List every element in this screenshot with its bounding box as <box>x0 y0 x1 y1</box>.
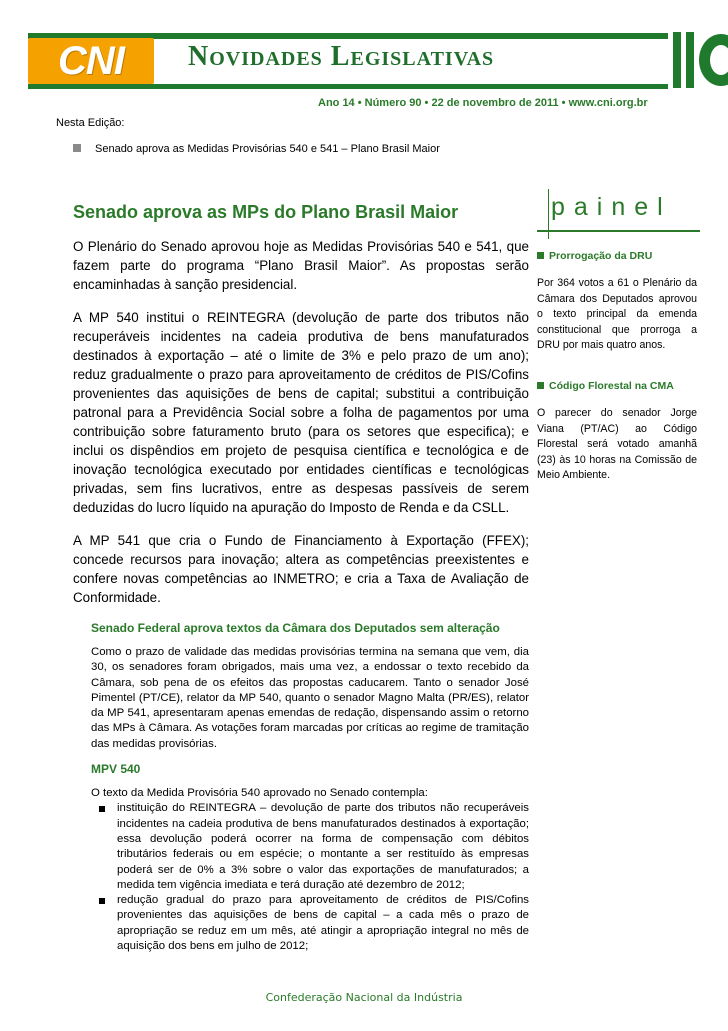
list-item-text: instituição do REINTEGRA – devolução de parte dos tributos não recuperáveis incidentes na cadeia produtiva de bens manufaturados destinados à exportação; essa devolução poderá ocorrer na forma de compensação com débitos tributários federais ou em espécie; o montante a ser restituído às empresas poderá ser de 0% a 3% sobre o valor das exportações de manufaturados; a medida tem vigência imediata e terá duração até dezembro de 2012; <box>117 802 529 891</box>
square-bullet-icon <box>99 898 105 904</box>
section-text: Como o prazo de validade das medidas provisórias termina na semana que vem, dia 30, os senadores foram obrigados, mais uma vez, a endossar o texto recebido da Câmara, sob pena de os efeitos das propostas caducarem. Tanto o senador José Pimentel (PT/CE), relator da MP 540, quanto o senador Magno Malta (PR/ES), relator da MP 541, apresentaram apenas emendas de redação, dispensando assim o retorno das MPs à Câmara. As votações foram marcadas por críticas ao regime de tramitação das medidas provisórias. <box>91 646 529 750</box>
article-paragraph: A MP 541 que cria o Fundo de Financiamento à Exportação (FFEX); concede recursos para inovação; altera as competências preexistentes e confere novas competências ao INMETRO; e cria a Taxa de Avaliação de Conformidade. <box>73 533 529 605</box>
panel-rule <box>537 230 700 232</box>
panel-divider <box>548 189 549 239</box>
panel-item-text: Por 364 votos a 61 o Plenário da Câmara dos Deputados aprovou o texto principal da emenda constitucional que prorroga a DRU por mais quatro anos. <box>537 277 697 352</box>
article-title: Senado aprova as MPs do Plano Brasil Maior <box>73 202 459 222</box>
list-item-text: redução gradual do prazo para aproveitamento de créditos de PIS/Cofins provenientes das aquisições de bens de capital – a cada mês o prazo de apropriação se reduz em um mês, até atingir a apropriação integral no mês de aquisição dos bens em julho de 2012; <box>117 894 529 953</box>
article-paragraph: O Plenário do Senado aprovou hoje as Medidas Provisórias 540 e 541, que fazem parte do programa “Plano Brasil Maior”. As propostas serão encaminhadas à sanção presidencial. <box>73 239 529 292</box>
cni-logo <box>28 38 154 84</box>
emblem-bar <box>673 32 681 88</box>
emblem-bar <box>686 32 694 88</box>
square-bullet-icon <box>537 382 544 389</box>
section-intro: O texto da Medida Provisória 540 aprovado no Senado contempla: <box>91 787 428 800</box>
square-bullet-icon <box>537 252 544 259</box>
issue-dateline: Ano 14 • Número 90 • 22 de novembro de 2011 • www.cni.org.br <box>318 97 648 109</box>
section-heading: MPV 540 <box>91 762 141 777</box>
masthead-emblem <box>673 32 728 90</box>
emblem-ring <box>699 34 728 86</box>
edition-summary-text: Senado aprova as Medidas Provisórias 540 e 541 – Plano Brasil Maior <box>95 143 440 155</box>
panel-item-heading: Código Florestal na CMA <box>537 380 697 392</box>
edition-summary-item[interactable] <box>73 143 440 155</box>
masthead <box>28 28 708 90</box>
logo-text: CNI <box>58 38 124 83</box>
article-paragraph: A MP 540 institui o REINTEGRA (devolução de parte dos tributos não recuperáveis incidentes na cadeia produtiva de bens manufaturados destinados à exportação – até o limite de 3% e pelo prazo de um ano); reduz gradualmente o prazo para aproveitamento de créditos de PIS/Cofins provenientes das aquisições de bens de capital; substitui a contribuição patronal para a Previdência Social sobre a folha de pagamentos por uma contribuição sobre faturamento bruto (para os setores que especifica); e inclui os dispêndios em projeto de pesquisa científica e tecnológica e de inovação tecnológica executado por entidades científicas e tecnológicas privadas, sem fins lucrativos, entre as despesas passíveis de serem deduzidas do lucro líquido na apuração do Imposto de Renda e da CSLL. <box>73 310 529 515</box>
panel-item-text: O parecer do senador Jorge Viana (PT/AC) ao Código Florestal será votado amanhã (23) às 10 horas na Comissão de Meio Ambiente. <box>537 406 697 482</box>
panel-item-heading: Prorrogação da DRU <box>537 250 697 262</box>
masthead-bottom-bar <box>28 84 668 89</box>
edition-label: Nesta Edição: <box>56 117 125 129</box>
square-bullet-icon <box>99 806 105 812</box>
footer-org-name: Confederação Nacional da Indústria <box>265 991 463 1004</box>
list-item <box>91 801 529 893</box>
list-item <box>91 893 529 954</box>
bullet-list <box>91 801 529 954</box>
square-bullet-icon <box>73 144 81 152</box>
side-panel <box>537 193 697 484</box>
panel-title: painel <box>551 193 672 221</box>
section-senado <box>91 621 529 954</box>
main-article <box>73 202 529 954</box>
section-heading: Senado Federal aprova textos da Câmara dos Deputados sem alteração <box>91 621 500 635</box>
newsletter-title: Novidades Legislativas <box>188 41 495 72</box>
